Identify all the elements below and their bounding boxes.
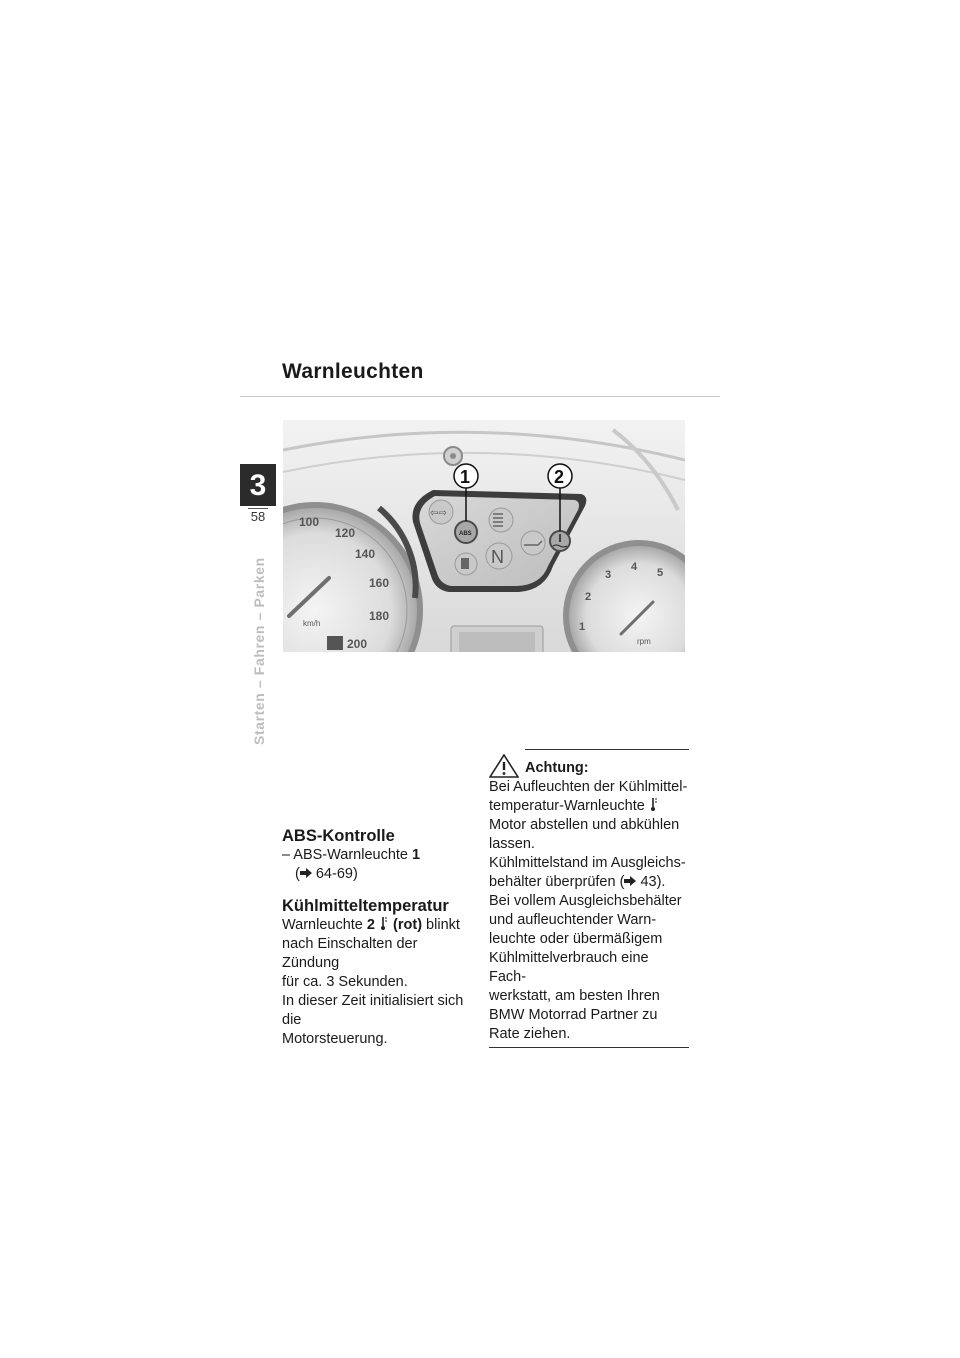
- thermometer-icon: [379, 916, 389, 931]
- warning-line: werkstatt, am besten Ihren: [489, 988, 660, 1004]
- warning-line: lassen.: [489, 836, 535, 852]
- tacho-tick: 3: [605, 569, 612, 581]
- abs-reference: ( 64-69): [295, 866, 358, 882]
- speedo-tick: 160: [369, 576, 390, 590]
- left-column: [282, 826, 478, 1049]
- warning-line: Kühlmittelverbrauch eine Fach-: [489, 950, 649, 985]
- warning-line: behälter überprüfen ( 43).: [489, 874, 666, 890]
- speedo-unit: km/h: [303, 619, 321, 628]
- warning-line: Bei Aufleuchten der Kühlmittel-: [489, 779, 688, 795]
- warning-line: BMW Motorrad Partner zu: [489, 1007, 658, 1023]
- speedo-tick: 180: [369, 609, 390, 623]
- coolant-heading: Kühlmitteltemperatur: [282, 897, 449, 915]
- page-title: Warnleuchten: [282, 360, 424, 383]
- chapter-tab: 3: [240, 464, 276, 506]
- instrument-cluster-image: [283, 420, 685, 652]
- warning-line: und aufleuchtender Warn-: [489, 912, 657, 928]
- warning-rule-bottom: [489, 1047, 689, 1048]
- abs-line: – ABS-Warnleuchte 1: [282, 847, 421, 863]
- tacho-tick: 5: [657, 567, 664, 579]
- neutral-icon-text: N: [491, 547, 504, 567]
- warning-heading: Achtung:: [525, 760, 589, 776]
- abs-heading: ABS-Kontrolle: [282, 827, 395, 845]
- speedo-tick: 120: [335, 526, 356, 540]
- warning-box: [489, 749, 689, 1048]
- reference-arrow-icon: [300, 868, 312, 878]
- reference-arrow-icon: [624, 876, 636, 886]
- tacho-tick: 1: [579, 621, 586, 633]
- coolant-line: Motorsteuerung.: [282, 1031, 388, 1047]
- svg-text:2: 2: [554, 467, 565, 487]
- callout-2: [548, 464, 572, 488]
- warning-triangle-icon: [489, 754, 519, 778]
- warning-line: Bei vollem Ausgleichsbehälter: [489, 893, 682, 909]
- tacho-tick: 4: [631, 561, 638, 573]
- speedo-tick: 140: [355, 547, 376, 561]
- tacho-tick: 2: [585, 591, 592, 603]
- page-number: 58: [250, 509, 266, 524]
- warning-line: Rate ziehen.: [489, 1026, 571, 1042]
- coolant-line: In dieser Zeit initialisiert sich die: [282, 993, 464, 1028]
- speedo-tick: 200: [347, 637, 368, 651]
- chapter-side-label: Starten – Fahren – Parken: [251, 557, 267, 745]
- warning-line: temperatur-Warnleuchte: [489, 797, 689, 816]
- warning-line: leuchte oder übermäßigem: [489, 931, 663, 947]
- coolant-line: nach Einschalten der Zündung: [282, 936, 418, 971]
- tacho-unit: rpm: [637, 637, 651, 646]
- warning-line: Motor abstellen und abkühlen: [489, 817, 680, 833]
- coolant-line: Warnleuchte 2 (rot) blinkt: [282, 917, 460, 933]
- svg-text:1: 1: [460, 467, 471, 487]
- svg-text:⇦⇨: ⇦⇨: [430, 508, 447, 519]
- thermometer-icon: [649, 797, 659, 812]
- callout-1: [454, 464, 478, 488]
- abs-icon-text: ABS: [459, 531, 472, 537]
- warning-rule-top: [525, 749, 689, 750]
- coolant-line: für ca. 3 Sekunden.: [282, 974, 408, 990]
- speedo-tick: 100: [299, 515, 320, 529]
- warning-line: Kühlmittelstand im Ausgleichs-: [489, 855, 686, 871]
- title-rule: [240, 396, 720, 397]
